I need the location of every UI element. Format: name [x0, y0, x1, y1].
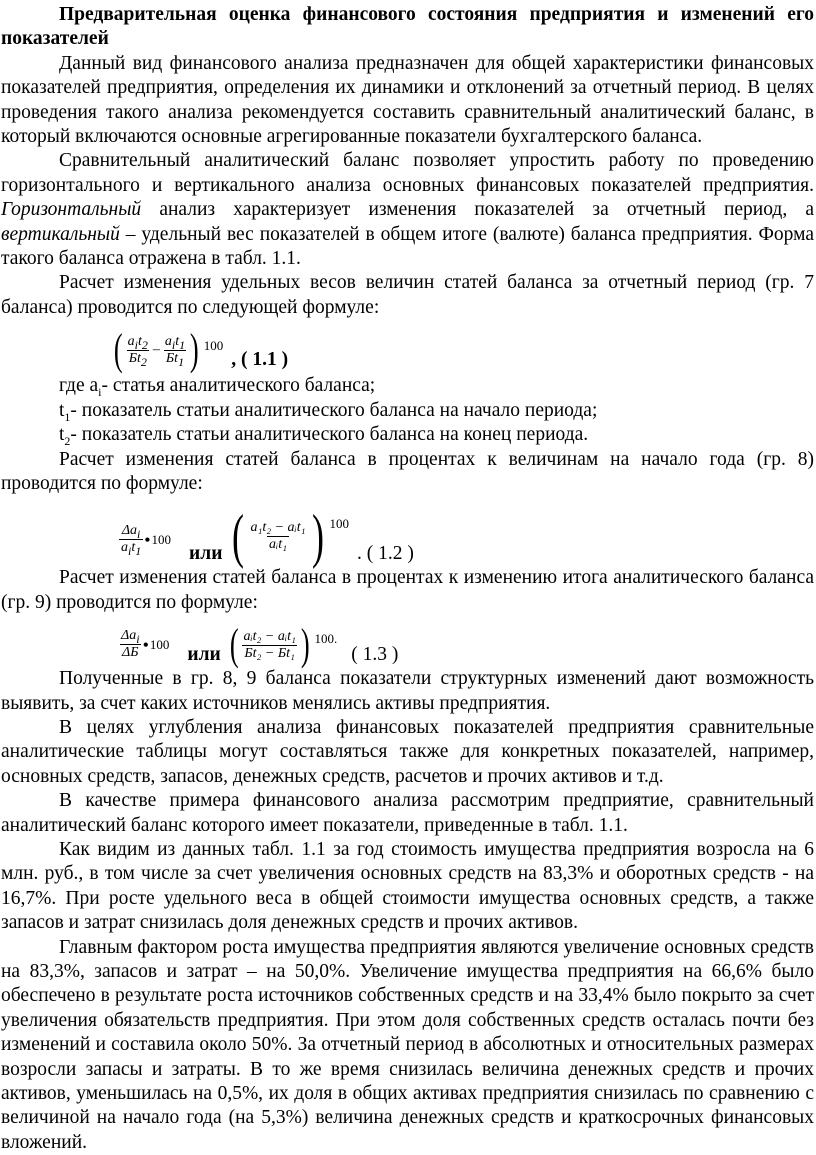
formula-1-2: $\frac{\Delta a_i}{a_it_1}$ • 100 или ( $\frac{\text{a₁t₂ − aᵢt₁}}{\text{aᵢt₁}}$ ) 100 . ( 1.2 ): [121, 503, 414, 570]
formula-1-1-number: , ( 1.1 ): [231, 348, 289, 370]
paragraph-7: В целях углубления анализа финансовых показателей предприятия сравнительные аналитические таблицы могут составляться также для конкретных показателей, например, основных средств, запасов, денежных средств, расчетов и прочих активов и т.д.: [1, 716, 814, 787]
section-title: Предварительная оценка финансового состояния предприятия и изменений его показателей: [1, 4, 814, 50]
where-ai: где $a_i-$ статья аналитического баланса;: [59, 375, 376, 400]
paragraph-10: Главным фактором роста имущества предприятия являются увеличение основных средств на 83,3%, запасов и затрат – на 50,0%. Увеличение имущества предприятия на 66,6% было обеспечено в результате роста источников собственных средств и на 33,4% было покрыто за счет увеличения обязательств предприятия. При этом доля собственных средств осталась почти без изменений и составила около 50%. За отчетный период в абсолютных и относительных размерах возросли запасы и затраты. В то же время снизилась величина денежных средств и прочих активов, уменьшилась на 0,5%, их доля в общих активах предприятия снизилась по сравнению с величиной на начало года (на 5,3%) величина денежных средств и краткосрочных финансовых вложений.: [1, 936, 814, 1153]
or-word: или: [189, 542, 223, 564]
term-vertical: вертикальный: [1, 223, 120, 245]
paragraph-1: Данный вид финансового анализа предназначен для общей характеристики финансовых показателей предприятия, определения их динамики и отклонений за отчетный период. В целях проведения такого анализа рекомендуется составить сравнительный аналитический баланс, в который включаются основные агрегированные показатели бухгалтерского баланса.: [1, 52, 814, 148]
paragraph-5: Расчет изменения статей баланса в процентах к изменению итога аналитического баланса (гр. 9) проводится по формуле:: [1, 567, 814, 613]
term-horizontal: Горизонтальный: [1, 199, 142, 221]
paragraph-4: Расчет изменения статей баланса в процентах к величинам на начало года (гр. 8) проводится по формуле:: [1, 448, 814, 494]
formula-1-2-number: . ( 1.2 ): [356, 542, 414, 564]
formula-1-3-number: ( 1.3 ): [351, 643, 399, 665]
where-t2: $t_2-$ показатель статьи аналитического баланса на конец периода.: [59, 424, 589, 448]
document-page: [1, 3, 814, 1155]
formula-1-3: $\frac{\Delta a_i}{\Delta Б}$ • 100 или ( $\frac{\text{aᵢt₂ − aᵢt₁}}{\text{Бt₂ − Бt₁}}$ ) 100. ( 1.3 ): [121, 620, 399, 670]
paragraph-8: В качестве примера финансового анализа рассмотрим предприятие, сравнительный аналитический баланс которого имеет показатели, приведенные в табл. 1.1.: [1, 790, 814, 836]
fraction-b: $\frac{a_it_1}{Бt_1}$: [164, 333, 186, 369]
paragraph-2: Сравнительный аналитический баланс позволяет упростить работу по проведению горизонтального и вертикального анализа основных финансовых показателей предприятия. Горизонтальный анализ характеризует изменения показателей за отчетный период, а вертикальный – удельный вес показателей в общем итоге (валюте) баланса предприятия. Форма такого баланса отражена в табл. 1.1.: [1, 150, 814, 270]
paragraph-9: Как видим из данных табл. 1.1 за год стоимость имущества предприятия возросла на 6 млн. руб., в том числе за счет увеличения основных средств на 83,3% и оборотных средств - на 16,7%. При росте удельного веса в общей стоимости имущества основных средств, а также запасов и затрат снизилась доля денежных средств и прочих активов.: [1, 838, 814, 934]
paragraph-3: Расчет изменения удельных весов величин статей баланса за отчетный период (гр. 7 баланса) проводится по следующей формуле:: [1, 272, 814, 318]
or-word: или: [187, 643, 221, 665]
paragraph-6: Полученные в гр. 8, 9 баланса показатели структурных изменений дают возможность выявить, за счет каких источников менялись активы предприятия.: [1, 668, 814, 714]
where-t1: $t_1-$ показатель статьи аналитического баланса на начало периода;: [59, 399, 598, 424]
fraction-a: $\frac{a_it_2}{Бt_2}$: [127, 333, 148, 369]
formula-1-1: ( $\frac{a_it_2}{Бt_2}$ – $\frac{a_it_1}{Бt_1}$ ) 100 , ( 1.1 ): [113, 325, 289, 375]
